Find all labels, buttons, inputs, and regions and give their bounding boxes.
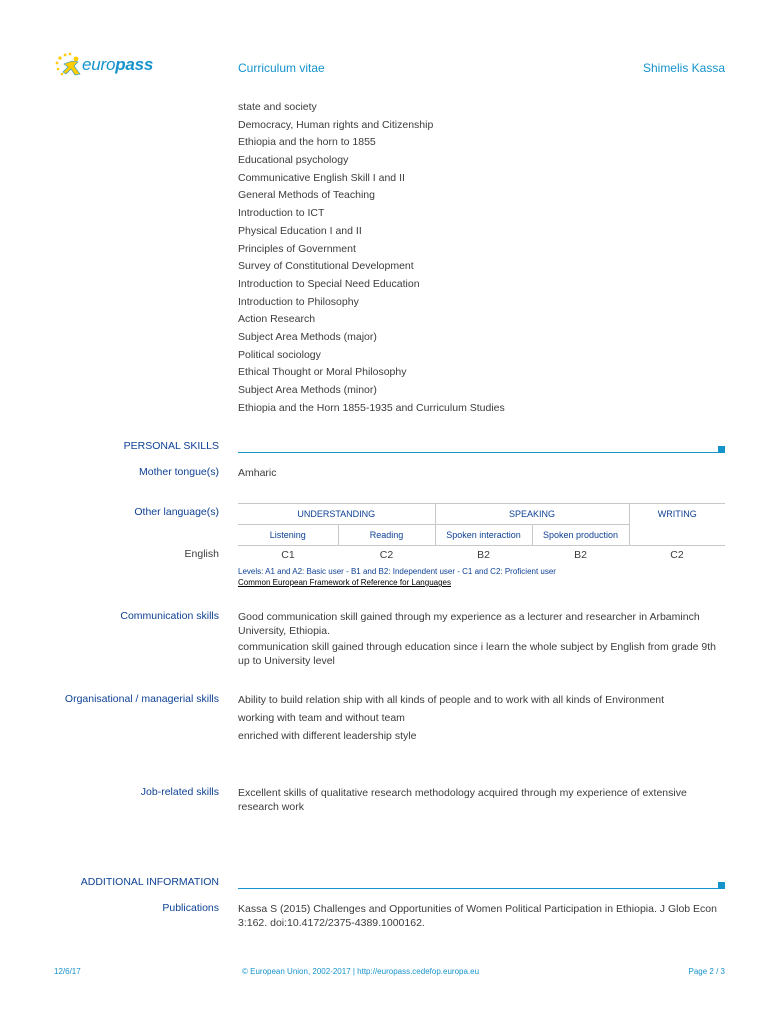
communication-skills-label: Communication skills [120,610,219,622]
list-item: Communicative English Skill I and II [238,171,405,184]
language-name: English [184,548,219,560]
logo-text-pass: pass [115,55,154,74]
level-cell: C2 [338,546,435,564]
person-name: Shimelis Kassa [642,61,725,75]
spoken-interaction-header: Spoken interaction [435,525,532,546]
organisational-text: working with team and without team [238,712,405,724]
organisational-skills-label: Organisational / managerial skills [64,693,219,705]
mother-tongue-value: Amharic [238,467,277,479]
writing-header: WRITING [629,504,725,525]
list-item: Survey of Constitutional Development [238,260,414,273]
list-item: Subject Area Methods (minor) [238,384,377,396]
list-item: Ethiopia and the horn to 1855 [238,136,376,149]
level-cell: C2 [629,546,725,564]
list-item: Physical Education I and II [238,224,362,237]
course-list [238,100,718,418]
section-marker [718,446,725,453]
list-item: Ethical Thought or Moral Philosophy [238,366,407,379]
publications-value [238,902,718,932]
list-item: Subject Area Methods (major) [238,330,377,343]
writing-subheader [629,525,725,546]
cefr-link[interactable]: Common European Framework of Reference for Languages [238,578,451,587]
understanding-header: UNDERSTANDING [238,504,435,525]
communication-text: Good communication skill gained through my experience as a lecturer and researcher in Arbaminch University, Ethiopia. [238,611,700,637]
mother-tongue-label: Mother tongue(s) [139,466,219,478]
list-item: Introduction to Special Need Education [238,277,420,290]
footer-date: 12/6/17 [54,967,81,976]
list-item: Introduction to ICT [238,207,325,220]
publications-label: Publications [162,902,219,914]
communication-text: communication skill gained through education since i learn the whole subject by English from grade 9th up to University level [238,641,717,667]
footer-copyright: © European Union, 2002-2017 | http://europass.cedefop.europa.eu [242,967,480,976]
organisational-text: Ability to build relation ship with all kinds of people and to work with all kinds of Environment [238,694,665,706]
document-title: Curriculum vitae [238,61,325,75]
organisational-text: enriched with different leadership style [238,730,417,742]
list-item: Democracy, Human rights and Citizenship [238,118,434,131]
section-divider [238,452,718,453]
additional-info-heading: ADDITIONAL INFORMATION [80,876,219,888]
levels-note: Levels: A1 and A2: Basic user - B1 and B2: Independent user - C1 and C2: Proficient user [238,567,556,576]
section-marker [718,882,725,889]
logo-wordmark [82,55,153,75]
spoken-production-header: Spoken production [532,525,629,546]
job-skills-label: Job-related skills [140,786,219,798]
organisational-skills-value [238,693,718,745]
list-item: Action Research [238,313,316,326]
list-item: Ethiopia and the Horn 1855-1935 and Curriculum Studies [238,401,505,414]
list-item: Educational psychology [238,154,349,167]
reading-header: Reading [338,525,435,546]
listening-header: Listening [238,525,338,546]
list-item: Introduction to Philosophy [238,295,359,308]
footer-page-number: Page 2 / 3 [688,967,725,976]
list-item: Political sociology [238,348,321,361]
level-cell: B2 [532,546,629,564]
section-divider [238,888,718,889]
list-item: state and society [238,101,317,113]
language-table [238,503,725,564]
job-skills-value [238,786,718,816]
personal-skills-heading: PERSONAL SKILLS [123,440,219,452]
job-text: Excellent skills of qualitative research methodology acquired through my experience of extensive research work [238,787,687,813]
publication-text: Kassa S (2015) Challenges and Opportunities of Women Political Participation in Ethiopia. J Glob Econ 3:162. doi:10.4172/2375-4389.1000162. [238,903,717,929]
list-item: General Methods of Teaching [238,189,375,202]
speaking-header: SPEAKING [435,504,629,525]
other-languages-label: Other language(s) [134,506,219,518]
level-cell: C1 [238,546,338,564]
level-cell: B2 [435,546,532,564]
list-item: Principles of Government [238,242,356,255]
logo-text-euro: euro [82,55,116,74]
communication-skills-value [238,610,718,670]
